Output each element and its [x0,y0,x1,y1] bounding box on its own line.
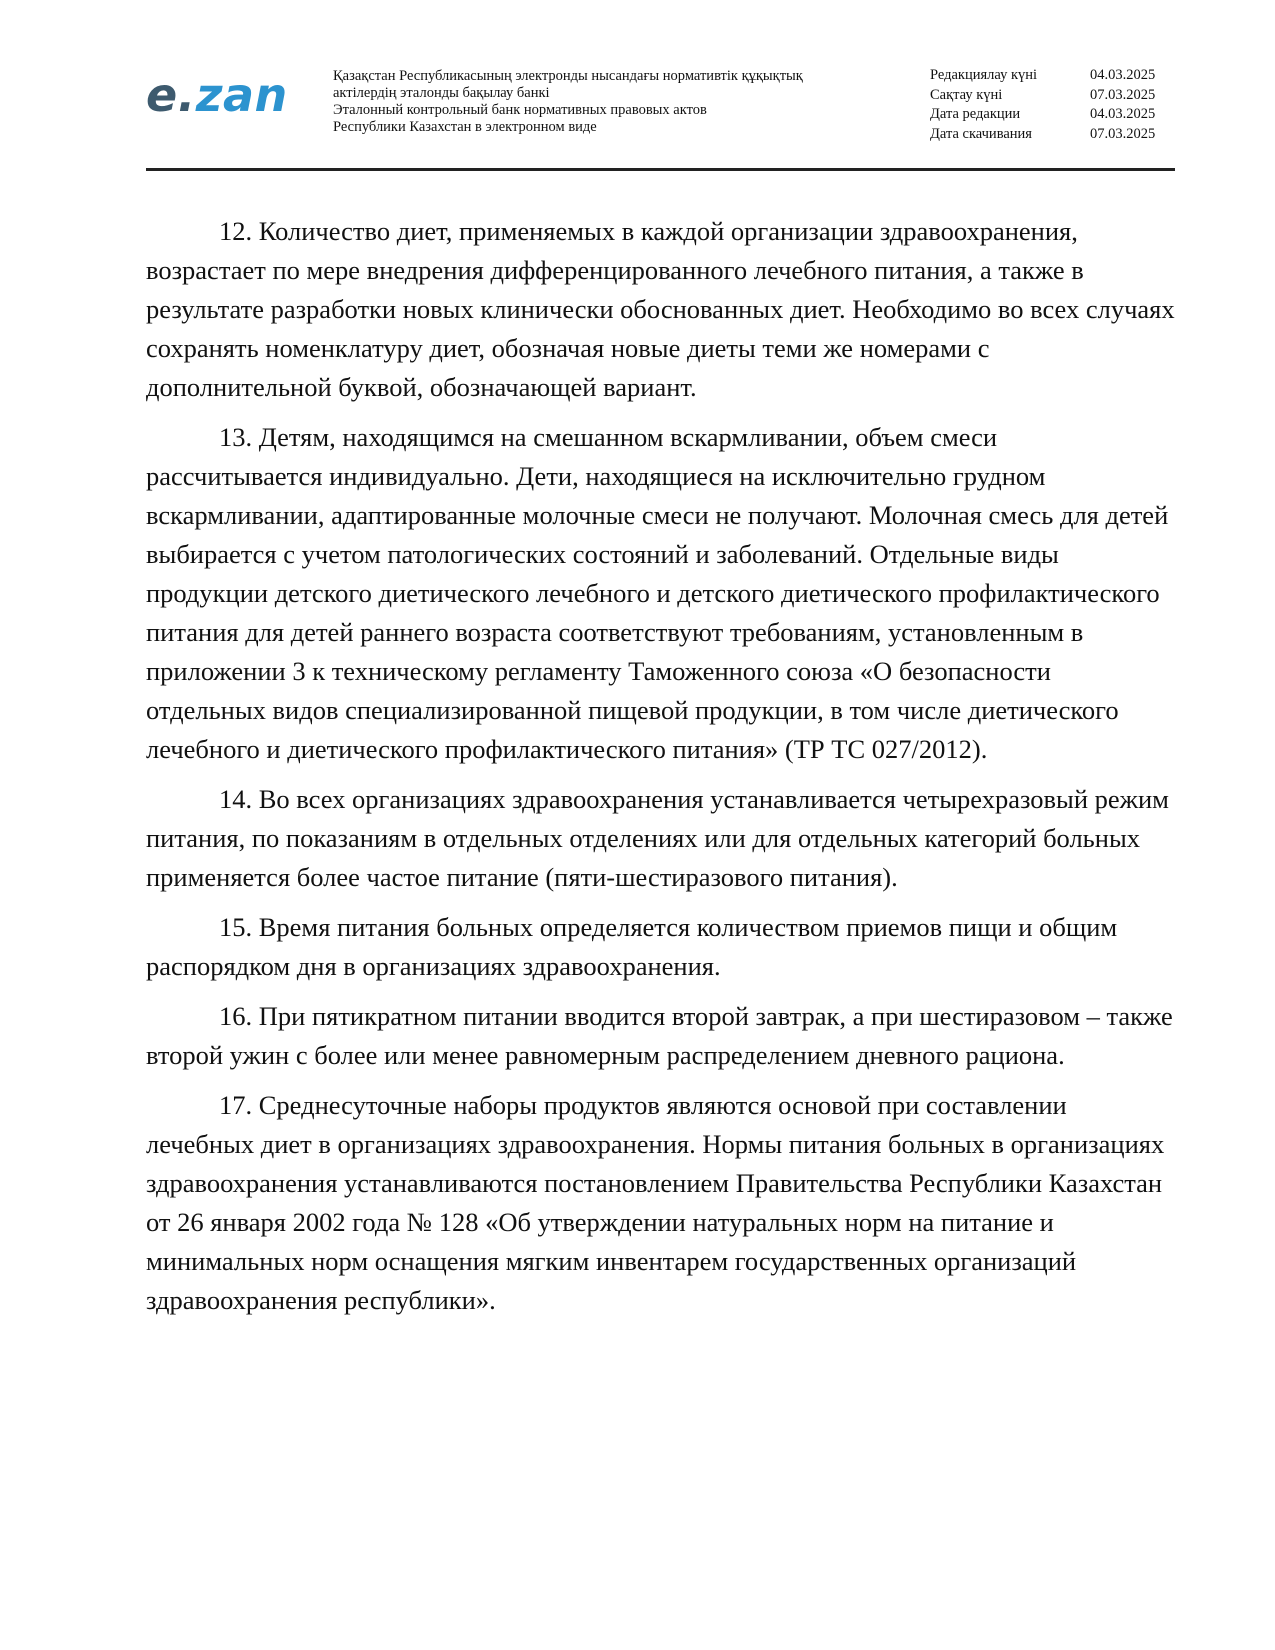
logo-part-zan: zan [195,68,288,122]
ezan-logo [146,68,288,122]
document-body [146,212,1175,1331]
date-row-save-kz [930,86,1175,106]
logo-part-e: e [146,68,178,122]
date-row-edit-ru [930,105,1175,125]
date-row-download-ru [930,125,1175,145]
bank-line-3: Эталонный контрольный банк нормативных правовых актов [333,102,707,118]
date-label: Сақтау күні [930,86,1003,103]
date-value: 04.03.2025 [1090,106,1156,122]
header-divider [146,168,1175,171]
date-label: Редакциялау күні [930,67,1038,83]
paragraph-15: 15. Время питания больных определяется количеством приемов пищи и общим распорядком дня в организациях здравоохранения. [146,912,1118,981]
date-value: 07.03.2025 [1090,125,1156,142]
date-value: 04.03.2025 [1090,67,1156,83]
paragraph-12: 12. Количество диет, применяемых в каждой организации здравоохранения, возрастает по мере внедрения дифференцированного лечебного питания, а также в результате разработки новых клинически обоснованных диет. Необходимо во всех случаях сохранять номенклатуру диет, обозначая новые диеты теми же номерами с дополнительной буквой, обозначающей вариант. [146,216,1175,402]
paragraph-13: 13. Детям, находящимся на смешанном вскармливании, объем смеси рассчитывается индивидуально. Дети, находящиеся на исключительно грудном вскармливании, адаптированные молочные смеси не получают. Молочная смесь для детей выбирается с учетом патологических состояний и заболеваний. Отдельные виды продукции детского диетического лечебного и детского диетического профилактического питания для детей раннего возраста соответствуют требованиям, установленным в приложении 3 к техническому регламенту Таможенного союза «О безопасности отдельных видов специализированной пищевой продукции, в том числе диетического лечебного и диетического профилактического питания» (ТР ТС 027/2012). [146,422,1169,764]
date-label: Дата скачивания [930,125,1032,142]
dates-table [930,66,1175,144]
paragraph-14: 14. Во всех организациях здравоохранения устанавливается четырехразовый режим питания, по показаниям в отдельных отделениях или для отдельных категорий больных применяется более частое питание (пяти-шестиразового питания). [146,784,1169,892]
bank-line-1: Қазақстан Республикасының электронды нысандағы нормативтік құқықтық [333,68,803,84]
bank-description [333,68,893,136]
bank-line-4: Республики Казахстан в электронном виде [333,119,597,135]
date-label: Дата редакции [930,106,1021,122]
paragraph-17: 17. Среднесуточные наборы продуктов являются основой при составлении лечебных диет в организациях здравоохранения. Нормы питания больных в организациях здравоохранения устанавливаются постановлением Правительства Республики Казахстан от 26 января 2002 года № 128 «Об утверждении натуральных норм на питание и минимальных норм оснащения мягким инвентарем государственных организаций здравоохранения республики». [146,1090,1165,1315]
bank-line-2: актілердің эталонды бақылау банкі [333,85,550,101]
date-value: 07.03.2025 [1090,86,1156,103]
logo-dot: . [177,68,196,122]
date-row-edit-kz [930,66,1175,86]
document-header [146,66,1175,162]
paragraph-16: 16. При пятикратном питании вводится второй завтрак, а при шестиразовом – также второй ужин с более или менее равномерным распределением дневного рациона. [146,1001,1173,1070]
